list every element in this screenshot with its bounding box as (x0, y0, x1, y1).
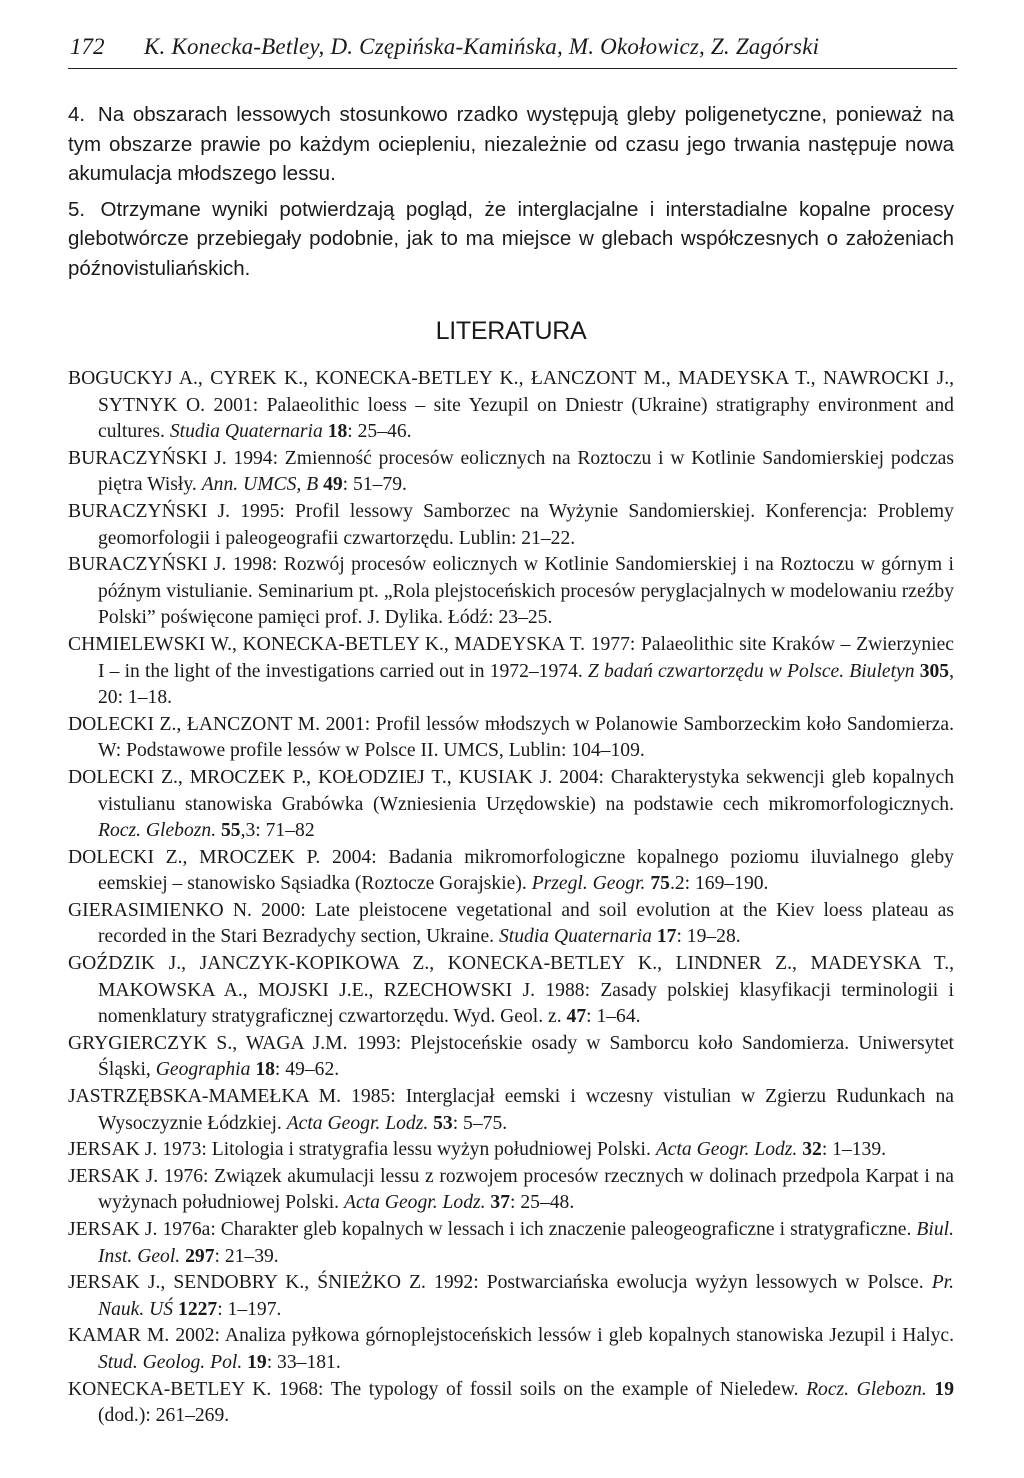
reference-authors: BURACZYŃSKI J. (68, 447, 227, 469)
reference-pages: : 25–46. (347, 421, 412, 443)
reference-authors: BURACZYŃSKI J. (68, 554, 227, 576)
reference-body: 1968: The typology of fossil soils on the example of Nieledew. (278, 1378, 799, 1400)
reference-pages: , 20: 1–18. (98, 660, 954, 709)
reference-entry (68, 951, 954, 1031)
reference-volume: 37 (490, 1192, 511, 1214)
reference-entry (68, 1164, 954, 1217)
reference-body: 1985: Interglacjał eemski i wczesny vistulian w Zgierzu Rudunkach na Wysoczyznie Łódzkiej. (98, 1086, 954, 1134)
reference-entry (68, 1217, 954, 1270)
reference-volume: 55 (221, 820, 241, 842)
reference-entry (68, 712, 954, 765)
reference-journal: Przegl. Geogr. (531, 873, 646, 895)
reference-authors: JERSAK J. (68, 1165, 159, 1187)
reference-authors: JERSAK J., SENDOBRY K., ŚNIEŻKO Z. (68, 1272, 426, 1294)
reference-pages: ,3: 71–82 (240, 820, 315, 842)
reference-journal: Studia Quaternaria (498, 926, 652, 948)
reference-authors: DOLECKI Z., MROCZEK P., KOŁODZIEJ T., KUSIAK J. (68, 766, 553, 788)
reference-authors: GRYGIERCZYK S., WAGA J.M. (68, 1032, 348, 1054)
literature-heading: LITERATURA (435, 317, 587, 345)
reference-body: 1993: Plejstoceńskie osady w Samborcu koło Sandomierza. Uniwersytet Śląski, (98, 1032, 954, 1081)
reference-body: 1992: Postwarciańska ewolucja wyżyn lessowych w Polsce. (434, 1272, 924, 1294)
conclusion-number: 4. (68, 103, 86, 126)
reference-authors: KAMAR M. (68, 1325, 170, 1347)
reference-body: 2001: Profil lessów młodszych w Polanowie Samborzeckim koło Sandomierza. W: Podstawowe profile lessów w Polsce II. UMCS, Lublin: 104–109. (98, 713, 955, 762)
reference-volume: 19 (934, 1378, 954, 1400)
reference-pages: : 21–39. (214, 1245, 279, 1267)
reference-body: 1995: Profil lessowy Samborzec na Wyżynie Sandomierskiej. Konferencja: Problemy geomorfologii i paleogeografii czwartorzędu. Lublin: 21–22. (98, 500, 954, 549)
reference-body: 1976: Związek akumulacji lessu z rozwojem procesów rzecznych w dolinach przedpola Karpat i na wyżynach południowej Polski. (98, 1165, 954, 1214)
reference-entry (68, 499, 954, 552)
reference-journal: Z badań czwartorzędu w Polsce. Biuletyn (587, 660, 915, 682)
reference-body: 2002: Analiza pyłkowa górnoplejstoceńskich lessów i gleb kopalnych stanowiska Jezupil i Halyc. (175, 1325, 954, 1347)
reference-authors: JERSAK J. (68, 1139, 158, 1161)
reference-volume: 49 (323, 474, 343, 496)
reference-pages: : 5–75. (452, 1112, 508, 1134)
reference-entry (68, 1137, 954, 1164)
reference-body: 2001: Palaeolithic loess – site Yezupil on Dniestr (Ukraine) stratigraphy environment and cultures. (98, 394, 954, 443)
reference-pages: : 1–139. (821, 1139, 887, 1161)
reference-journal: Pr. Nauk. UŚ (98, 1272, 955, 1320)
reference-volume: 32 (802, 1139, 822, 1161)
reference-entry (68, 1323, 954, 1376)
page-header (68, 34, 957, 69)
reference-authors: DOLECKI Z., ŁANCZONT M. (68, 713, 320, 735)
reference-journal: Stud. Geolog. Pol. (98, 1351, 243, 1373)
conclusion-item (68, 195, 954, 284)
reference-journal: Biul. Inst. Geol. (98, 1219, 954, 1267)
running-head-authors: K. Konecka-Betley, D. Czępińska-Kamińska, M. Okołowicz, Z. Zagórski (144, 34, 820, 59)
reference-volume: 18 (327, 421, 348, 443)
reference-body: 1988: Zasady polskiej klasyfikacji terminologii i nomenklatury stratygraficznej czwartorzędu. Wyd. Geol. z. (98, 979, 954, 1028)
reference-list (68, 366, 954, 1430)
reference-journal: Studia Quaternaria (169, 421, 323, 443)
reference-entry (68, 1270, 954, 1323)
reference-pages: : 19–28. (676, 926, 741, 948)
reference-body: 2004: Charakterystyka sekwencji gleb kopalnych vistulianu stanowiska Grabówka (Wzniesienia Urzędowskie) na podstawie cech mikromorfologicznych. (98, 766, 955, 815)
reference-authors: GOŹDZIK J., JANCZYK-KOPIKOWA Z., KONECKA-BETLEY K., LINDNER Z., MADEYSKA T., MAKOWSKA A., MOJSKI J.E., RZECHOWSKI J. (68, 953, 954, 1001)
reference-entry (68, 898, 954, 951)
reference-entry (68, 632, 954, 712)
reference-volume: 47 (566, 1006, 587, 1028)
reference-journal: Acta Geogr. Lodz. (344, 1192, 486, 1214)
reference-pages: : 33–181. (266, 1351, 341, 1373)
conclusion-text: Na obszarach lessowych stosunkowo rzadko występują gleby poligenetyczne, ponieważ na tym obszarze prawie po każdym ociepleniu, niezależnie od czasu jego trwania następuje nowa akumulacja młodszego lessu. (68, 103, 954, 185)
reference-body: 1977: Palaeolithic site Kraków – Zwierzyniec I – in the light of the investigations carried out in 1972–1974. (98, 633, 955, 682)
reference-pages: : 51–79. (342, 474, 407, 496)
conclusion-item (68, 100, 954, 189)
reference-entry (68, 1377, 954, 1430)
reference-entry (68, 552, 954, 632)
reference-body: 1976a: Charakter gleb kopalnych w lessach i ich znaczenie paleogeograficzne i stratygraficzne. (162, 1219, 912, 1240)
reference-authors: BOGUCKYJ A., CYREK K., KONECKA-BETLEY K., ŁANCZONT M., MADEYSKA T., NAWROCKI J., SYTNYK O. (68, 368, 954, 416)
reference-pages: : 1–64. (586, 1006, 641, 1028)
reference-pages: .2: 169–190. (669, 873, 769, 895)
reference-pages: : 1–197. (217, 1298, 282, 1320)
reference-entry (68, 845, 954, 898)
reference-volume: 1227 (178, 1298, 218, 1320)
page-number: 172 (70, 34, 105, 59)
reference-volume: 75 (650, 873, 670, 895)
reference-entry (68, 1084, 954, 1137)
reference-volume: 305 (919, 660, 950, 682)
reference-volume: 18 (255, 1059, 275, 1081)
reference-journal: Acta Geogr. Lodz. (655, 1139, 798, 1161)
reference-body: 1994: Zmienność procesów eolicznych na Roztoczu i w Kotlinie Sandomierskiej podczas piętra Wisły. (98, 447, 954, 496)
reference-entry (68, 366, 954, 446)
reference-body: 2000: Late pleistocene vegetational and soil evolution at the Kiev loess plateau as recorded in the Stari Bezradychy section, Ukraine. (98, 899, 954, 948)
main-content (68, 100, 954, 1430)
reference-body: 1973: Litologia i stratygrafia lessu wyżyn południowej Polski. (162, 1139, 651, 1161)
reference-entry (68, 765, 954, 845)
reference-authors: GIERASIMIENKO N. (68, 899, 252, 921)
reference-journal: Ann. UMCS, B (201, 474, 319, 496)
reference-entry (68, 446, 954, 499)
reference-journal: Rocz. Glebozn. (98, 820, 217, 842)
conclusion-text: Otrzymane wyniki potwierdzają pogląd, że interglacjalne i interstadialne kopalne procesy glebotwórcze przebiegały podobnie, jak to ma miejsce w glebach współczesnych o założeniach późnovistuliańskich. (68, 197, 955, 280)
reference-journal: Acta Geogr. Lodz. (286, 1112, 429, 1134)
reference-volume: 53 (433, 1112, 453, 1134)
conclusions-list (68, 100, 954, 283)
reference-body: 1998: Rozwój procesów eolicznych w Kotlinie Sandomierskiej i na Roztoczu w górnym i późnym vistulianie. Seminarium pt. „Rola plejstoceńskich procesów peryglacjalnych w modelowaniu rzeźby Polski” poświęcone pamięci prof. J. Dylika. Łódź: 23–25. (98, 554, 954, 629)
reference-pages: : 25–48. (510, 1192, 575, 1214)
reference-volume: 19 (247, 1351, 267, 1373)
reference-authors: JASTRZĘBSKA-MAMEŁKA M. (68, 1086, 341, 1108)
reference-entry (68, 1031, 954, 1084)
reference-pages: : 49–62. (274, 1059, 340, 1081)
reference-volume: 17 (656, 926, 677, 948)
conclusion-number: 5. (68, 197, 86, 221)
reference-journal: Geographia (155, 1059, 251, 1081)
reference-volume: 297 (185, 1245, 215, 1267)
reference-pages: (dod.): 261–269. (98, 1405, 230, 1427)
reference-journal: Rocz. Glebozn. (806, 1378, 927, 1400)
reference-authors: BURACZYŃSKI J. (68, 500, 231, 522)
reference-body: 2004: Badania mikromorfologiczne kopalnego poziomu iluvialnego gleby eemskiej – stanowisko Sąsiadka (Roztocze Gorajskie). (98, 846, 954, 895)
reference-authors: KONECKA-BETLEY K. (68, 1378, 272, 1400)
reference-authors: CHMIELEWSKI W., KONECKA-BETLEY K., MADEYSKA T. (68, 633, 586, 655)
reference-authors: DOLECKI Z., MROCZEK P. (68, 846, 321, 868)
reference-authors: JERSAK J. (68, 1219, 158, 1240)
